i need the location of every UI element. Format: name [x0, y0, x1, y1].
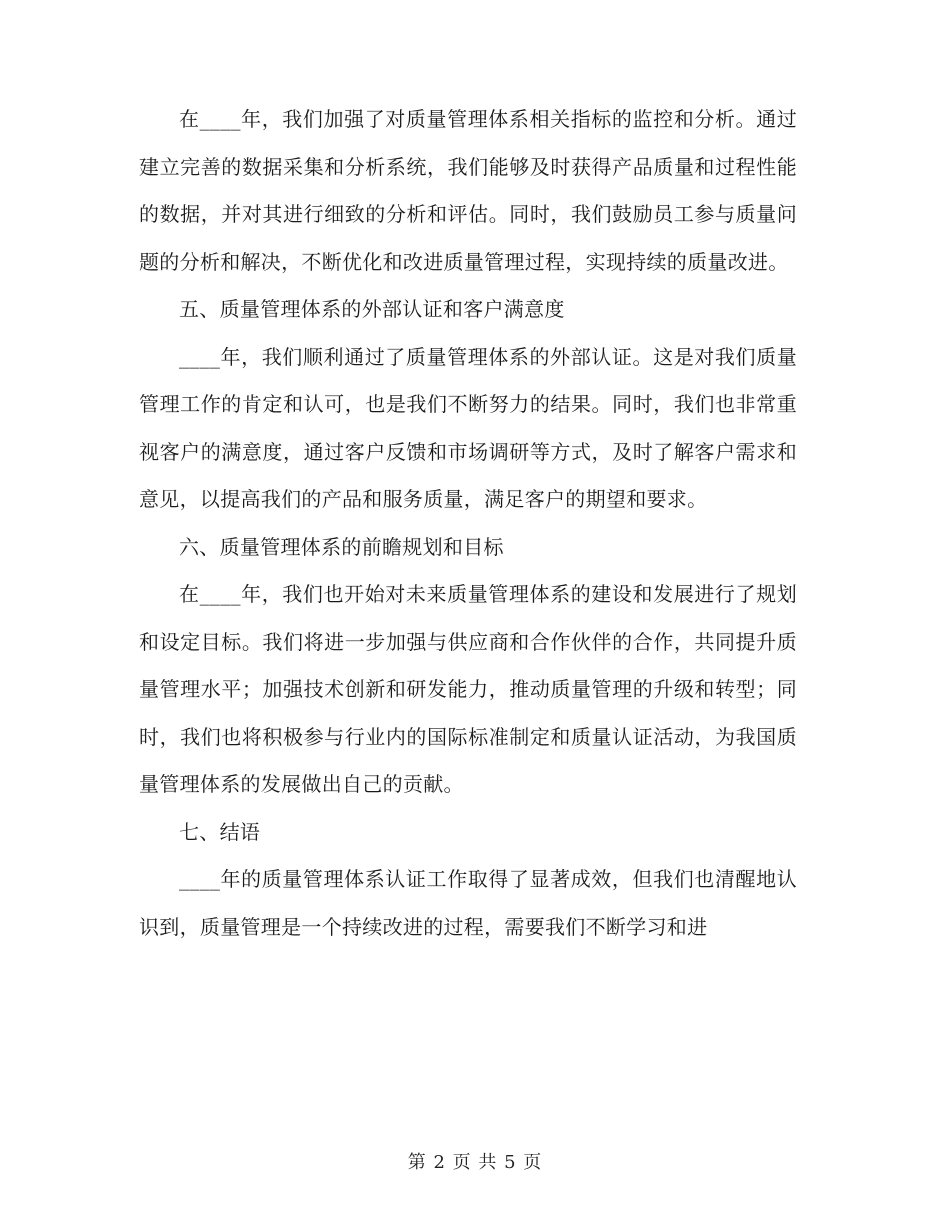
section-heading-forward-planning: 六、质量管理体系的前瞻规划和目标 — [179, 534, 504, 559]
document-body — [139, 96, 797, 951]
section-heading-external-certification: 五、质量管理体系的外部认证和客户满意度 — [179, 297, 565, 321]
paragraph-monitoring-analysis: 在____年，我们加强了对质量管理体系相关指标的监控和分析。通过建立完善的数据采集和分析系统，我们能够及时获得产品质量和过程性能的数据，并对其进行细致的分析和评估。同时，我们鼓励员工参与质量问题的分析和解决，不断优化和改进质量管理过程，实现持续的质量改进。 — [139, 107, 797, 274]
paragraph-external-certification: ____年，我们顺利通过了质量管理体系的外部认证。这是对我们质量管理工作的肯定和认可，也是我们不断努力的结果。同时，我们也非常重视客户的满意度，通过客户反馈和市场调研等方式，及时了解客户需求和意见，以提高我们的产品和服务质量，满足客户的期望和要求。 — [139, 344, 797, 511]
paragraph-forward-planning: 在____年，我们也开始对未来质量管理体系的建设和发展进行了规划和设定目标。我们将进一步加强与供应商和合作伙伴的合作，共同提升质量管理水平；加强技术创新和研发能力，推动质量管理的升级和转型；同时，我们也将积极参与行业内的国际标准制定和质量认证活动，为我国质量管理体系的发展做出自己的贡献。 — [139, 582, 797, 796]
section-heading-conclusion: 七、结语 — [179, 819, 261, 844]
paragraph-conclusion: ____年的质量管理体系认证工作取得了显著成效，但我们也清醒地认识到，质量管理是一个持续改进的过程，需要我们不断学习和进 — [139, 867, 797, 939]
page-number-footer: 第 2 页 共 5 页 — [407, 1152, 543, 1173]
